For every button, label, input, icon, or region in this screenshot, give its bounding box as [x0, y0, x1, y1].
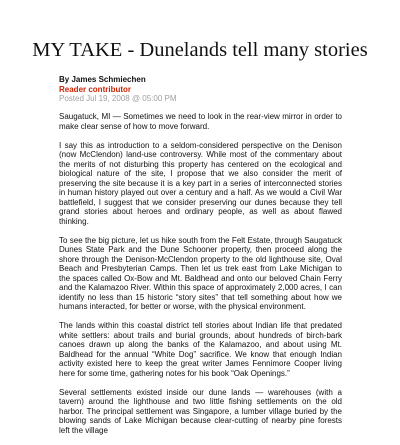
article-paragraph: The lands within this coastal district tell stories about Indian life that predated white settlers: about trails and burial grounds, about hundreds of birch-bark canoes drawn up along the banks of the Kalamazoo, and about using Mt. Baldhead for the annual “White Dog” sacrifice. We know that enough Indian activity existed here to keep the great writer James Fennimore Cooper living here for some time, gathering notes for his book “Oak Openings.”: [59, 321, 342, 378]
article-body: [59, 112, 342, 445]
article-paragraph: I say this as introduction to a seldom-considered perspective on the Denison (now McClendon) land-use controversy. While most of the commentary about the merits of not disturbing this property has centered on the ecological and biological nature of the site, I propose that we also consider the merit of preserving the site because it is a key part in a series of interconnected stories in human history played out over a century and a half. As we would a Civil War battlefield, I suggest that we consider preserving our dunes because they tell grand stories about heroes and ordinary people, as well as about flawed thinking.: [59, 140, 342, 226]
author-role: Reader contributor: [59, 84, 132, 94]
byline: [59, 75, 177, 104]
article-paragraph: To see the big picture, let us hike south from the Felt Estate, through Saugatuck Dunes State Park and the Dune Schooner property, then proceed along the shore through the Denison-McClendon property to the old lighthouse site, Oval Beach and Presbyterian Camps. Then let us trek east from Lake Michigan to the spaces called Ox-Bow and Mt. Baldhead and onto our beloved Chain Ferry and the Kalamazoo River. Within this space of approximately 2,000 acres, I can identify no less than 15 historic “story sites” that tell something about how we humans interacted, for better or worse, with the physical environment.: [59, 235, 342, 311]
author-name: By James Schmiechen: [59, 75, 146, 84]
article-title: MY TAKE - Dunelands tell many stories: [32, 39, 368, 61]
article-paragraph: Several settlements existed inside our dune lands — warehouses (with a tavern) around the lighthouse and two little fishing settlements on the old harbor. The principal settlement was Singapore, a lumber village buried by the blowing sands of Lake Michigan because clear-cutting of nearby pine forests left the village: [59, 387, 342, 435]
posted-date: Posted Jul 19, 2008 @ 05:00 PM: [59, 94, 177, 103]
article-paragraph: Saugatuck, MI — Sometimes we need to look in the rear-view mirror in order to make clear sense of how to move forward.: [59, 112, 342, 131]
